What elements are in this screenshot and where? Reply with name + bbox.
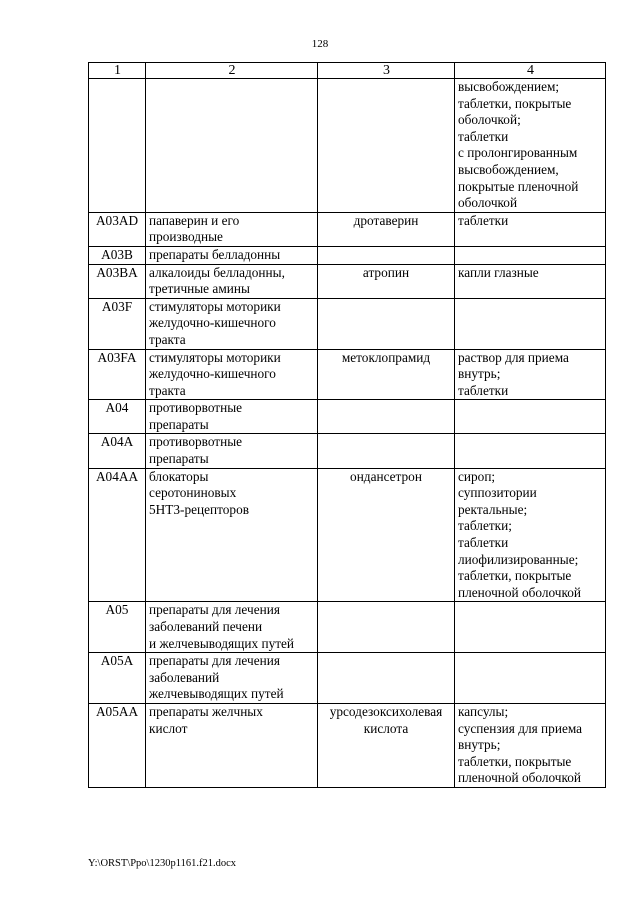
group-name-line: препараты <box>149 416 209 432</box>
atc-code-cell: A03F <box>89 298 146 349</box>
table-row <box>89 212 606 246</box>
group-name-line: третичные амины <box>149 281 250 297</box>
dosage-forms-line: внутрь; <box>458 737 501 753</box>
group-name-cell <box>146 602 318 653</box>
substance-cell <box>318 79 455 213</box>
dosage-forms-cell <box>455 653 606 704</box>
dosage-forms-line: ректальные; <box>458 501 528 517</box>
atc-code-cell: A05A <box>89 653 146 704</box>
footer-file-path: Y:\ORST\Ppo\1230p1161.f21.docx <box>88 858 236 869</box>
substance-cell <box>318 264 455 298</box>
group-name-cell <box>146 298 318 349</box>
substance-cell <box>318 349 455 400</box>
table-row <box>89 703 606 787</box>
group-name-line: заболеваний <box>149 669 220 685</box>
group-name-cell <box>146 212 318 246</box>
dosage-forms-line: таблетки <box>458 212 509 228</box>
substance-cell <box>318 602 455 653</box>
group-name-line: тракта <box>149 382 186 398</box>
table-row <box>89 400 606 434</box>
group-name-cell <box>146 703 318 787</box>
dosage-forms-line: высвобождением; <box>458 79 560 94</box>
dosage-forms-line: оболочкой; <box>458 112 521 128</box>
group-name-line: блокаторы <box>149 468 209 484</box>
atc-code-cell: A03B <box>89 246 146 264</box>
group-name-cell <box>146 349 318 400</box>
group-name-line: противорвотные <box>149 400 243 416</box>
group-name-line: алкалоиды белладонны, <box>149 264 285 280</box>
dosage-forms-line: покрытые пленочной <box>458 178 579 194</box>
group-name-cell <box>146 434 318 468</box>
group-name-cell <box>146 400 318 434</box>
group-name-line: папаверин и его <box>149 212 240 228</box>
dosage-forms-line: суппозитории <box>458 485 537 501</box>
group-name-line: препараты для лечения <box>149 653 280 669</box>
table-row <box>89 264 606 298</box>
dosage-forms-line: таблетки; <box>458 518 512 534</box>
group-name-cell <box>146 264 318 298</box>
dosage-forms-line: внутрь; <box>458 366 501 382</box>
atc-code-cell: A04A <box>89 434 146 468</box>
group-name-line: серотониновых <box>149 485 237 501</box>
table-row <box>89 434 606 468</box>
dosage-forms-line: раствор для приема <box>458 349 569 365</box>
atc-code-cell: A03AD <box>89 212 146 246</box>
group-name-line: заболеваний печени <box>149 619 263 634</box>
group-name-line: желудочно-кишечного <box>149 366 276 382</box>
substance-cell <box>318 434 455 468</box>
group-name-cell <box>146 246 318 264</box>
group-name-line: тракта <box>149 331 186 347</box>
dosage-forms-cell <box>455 602 606 653</box>
dosage-forms-line: пленочной оболочкой <box>458 584 582 600</box>
group-name-line: и желчевыводящих путей <box>149 635 295 651</box>
dosage-forms-cell <box>455 400 606 434</box>
group-name-line: препараты желчных <box>149 703 263 719</box>
atc-code-cell: A05AA <box>89 703 146 787</box>
dosage-forms-line: таблетки, покрытые <box>458 568 572 584</box>
dosage-forms-line: суспензия для приема <box>458 720 583 736</box>
dosage-forms-cell <box>455 264 606 298</box>
substance-cell <box>318 246 455 264</box>
substance-cell <box>318 400 455 434</box>
dosage-forms-line: таблетки <box>458 382 509 398</box>
atc-code-cell: A03BA <box>89 264 146 298</box>
table-body <box>89 79 606 788</box>
substance-cell <box>318 703 455 787</box>
group-name-line: производные <box>149 229 223 245</box>
page-number: 128 <box>311 38 329 50</box>
column-header-1: 1 <box>89 63 146 79</box>
medication-table <box>88 62 606 788</box>
group-name-line: препараты <box>149 451 209 467</box>
table-row <box>89 79 606 213</box>
substance-line: дротаверин <box>353 212 419 228</box>
dosage-forms-cell <box>455 349 606 400</box>
table-row <box>89 653 606 704</box>
group-name-cell <box>146 653 318 704</box>
substance-cell <box>318 653 455 704</box>
dosage-forms-line: капли глазные <box>458 264 539 280</box>
dosage-forms-line: сироп; <box>458 468 496 484</box>
group-name-cell <box>146 79 318 213</box>
dosage-forms-line: таблетки, покрытые <box>458 95 572 111</box>
column-header-2: 2 <box>146 63 318 79</box>
atc-code-cell: A05 <box>89 602 146 653</box>
dosage-forms-line: таблетки <box>458 128 509 144</box>
table-header-row <box>89 63 606 79</box>
column-header-3: 3 <box>318 63 455 79</box>
group-name-line: препараты для лечения <box>149 602 280 618</box>
group-name-line: 5HT3-рецепторов <box>149 501 249 517</box>
dosage-forms-cell <box>455 434 606 468</box>
group-name-line: противорвотные <box>149 434 243 450</box>
atc-code-cell: A04AA <box>89 468 146 602</box>
dosage-forms-cell <box>455 703 606 787</box>
substance-cell <box>318 212 455 246</box>
table-row <box>89 468 606 602</box>
dosage-forms-line: лиофилизированные; <box>458 551 579 567</box>
dosage-forms-line: с пролонгированным <box>458 145 578 161</box>
substance-line: атропин <box>362 264 410 280</box>
group-name-line: препараты белладонны <box>149 246 281 262</box>
table-row <box>89 349 606 400</box>
dosage-forms-line: оболочкой <box>458 195 518 211</box>
dosage-forms-cell <box>455 468 606 602</box>
atc-code-cell <box>89 79 146 213</box>
substance-cell <box>318 468 455 602</box>
group-name-cell <box>146 468 318 602</box>
substance-line: ондансетрон <box>350 468 422 484</box>
table-row <box>89 602 606 653</box>
dosage-forms-cell <box>455 79 606 213</box>
substance-line: метоклопрамид <box>341 349 431 365</box>
dosage-forms-cell <box>455 246 606 264</box>
dosage-forms-line: капсулы; <box>458 703 509 719</box>
atc-code-cell: A04 <box>89 400 146 434</box>
group-name-line: стимуляторы моторики <box>149 349 281 365</box>
atc-code-cell: A03FA <box>89 349 146 400</box>
dosage-forms-cell <box>455 212 606 246</box>
dosage-forms-line: таблетки, покрытые <box>458 753 572 769</box>
column-header-4: 4 <box>455 63 606 79</box>
table-row <box>89 298 606 349</box>
dosage-forms-cell <box>455 298 606 349</box>
dosage-forms-line: высвобождением, <box>458 161 559 177</box>
table-row <box>89 246 606 264</box>
group-name-line: желчевыводящих путей <box>149 686 284 702</box>
substance-cell <box>318 298 455 349</box>
group-name-line: кислот <box>149 720 188 736</box>
dosage-forms-line: пленочной оболочкой <box>458 770 582 786</box>
substance-line: кислота <box>363 720 409 736</box>
substance-line: урсодезоксихолевая <box>329 703 443 719</box>
group-name-line: стимуляторы моторики <box>149 298 281 314</box>
dosage-forms-line: таблетки <box>458 535 509 551</box>
group-name-line: желудочно-кишечного <box>149 315 276 331</box>
